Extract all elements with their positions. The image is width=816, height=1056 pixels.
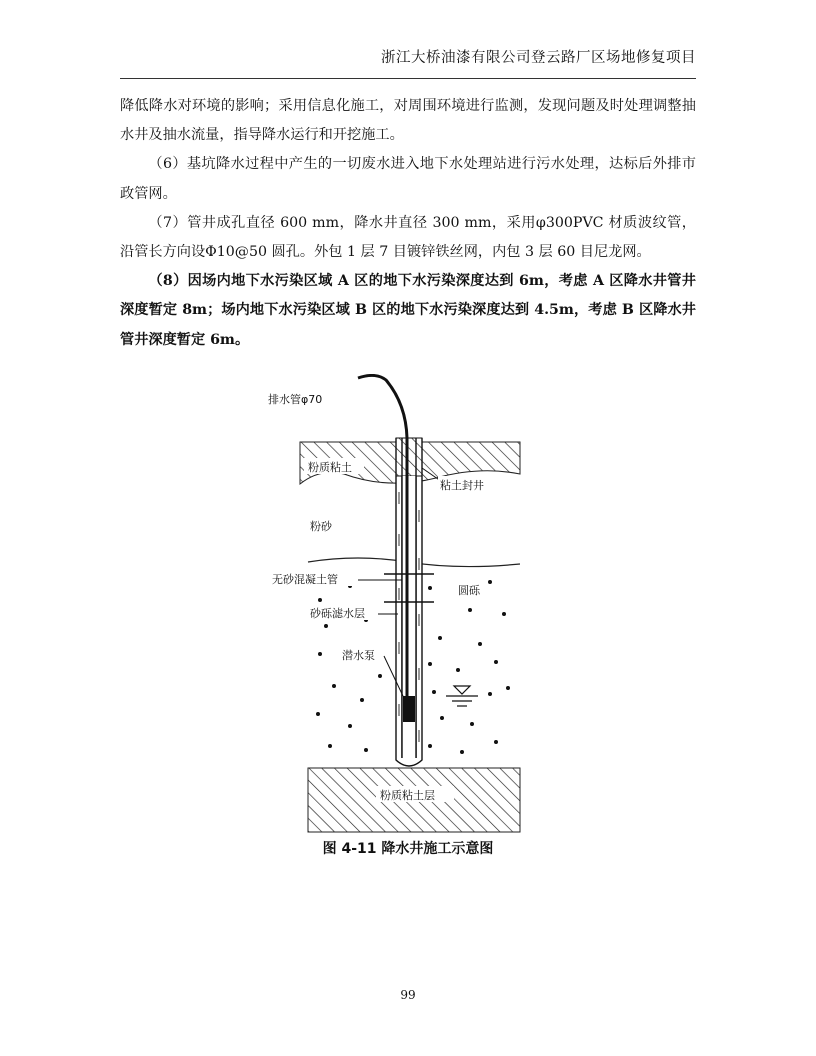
label-clay-seal: 粘土封井 (440, 479, 484, 492)
body-text (120, 92, 696, 355)
label-silty-clay-layer: 粉质粘土层 (380, 789, 435, 802)
page-header (120, 46, 696, 67)
paragraph-1: 降低降水对环境的影响；采用信息化施工，对周围环境进行监测，发现问题及时处理调整抽水井及抽水流量，指导降水运行和开挖施工。 (120, 98, 696, 144)
clay-seal-fill (396, 438, 422, 476)
figure-caption: 图 4-11 降水井施工示意图 (322, 841, 494, 857)
water-table-symbol (446, 686, 478, 706)
dewatering-well-figure (258, 374, 540, 836)
label-drain-pipe: 排水管φ70 (268, 393, 323, 406)
label-silty-clay: 粉质粘土 (308, 461, 352, 474)
submersible-pump (403, 696, 415, 722)
label-gravel-filter: 砂砾滤水层 (310, 607, 365, 620)
header-divider (120, 78, 696, 79)
paragraph-3: （7）管井成孔直径 600 mm，降水井直径 300 mm，采用φ300PVC 材质波纹管，沿管长方向设Φ10@50 圆孔。外包 1 层 7 目镀锌铁丝网，内包 3 层 60 目尼龙网。 (120, 214, 696, 261)
label-silty-sand: 粉砂 (310, 520, 332, 533)
paragraph-2: （6）基坑降水过程中产生的一切废水进入地下水处理站进行污水处理，达标后外排市政管网。 (120, 156, 696, 202)
page-number: 99 (400, 988, 416, 1002)
label-pump: 潜水泵 (342, 649, 375, 662)
label-concrete-pipe: 无砂混凝土管 (272, 573, 338, 586)
dewatering-well-diagram (258, 374, 540, 836)
header-title: 浙江大桥油漆有限公司登云路厂区场地修复项目 (381, 50, 696, 66)
label-gravel: 圆砾 (458, 584, 480, 597)
paragraph-4: （8）因场内地下水污染区域 A 区的地下水污染深度达到 6m，考虑 A 区降水井管井深度暂定 8m；场内地下水污染区域 B 区的地下水污染深度达到 4.5m，考虑 B 区降水井管井深度暂定 6m。 (120, 273, 696, 348)
